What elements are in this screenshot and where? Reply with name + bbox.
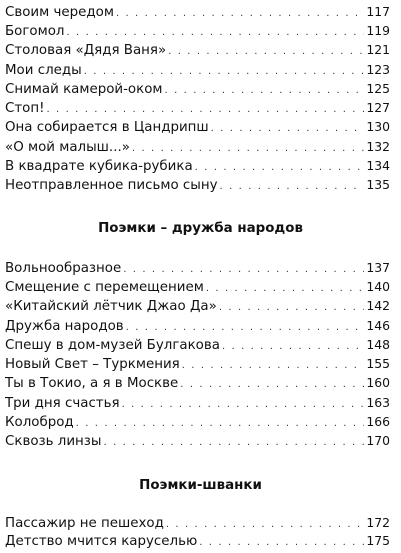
- toc-entry-title: Пассажир не пешеход: [5, 516, 164, 531]
- toc-entry: [5, 531, 390, 551]
- toc-entry: [5, 373, 390, 393]
- toc-entry-page: 121: [366, 42, 390, 57]
- toc-entry: [5, 393, 390, 413]
- section-heading: Поэмки-шванки: [139, 478, 262, 493]
- toc-entry-title: «Китайский лётчик Джао Да»: [5, 299, 217, 314]
- toc-entry-page: 155: [366, 356, 390, 371]
- toc-entry: [5, 2, 390, 22]
- dot-leader: [211, 119, 365, 139]
- toc-entry-title: Детство мчится каруселью: [5, 534, 198, 549]
- toc-entry: [5, 137, 390, 157]
- toc-entry: [5, 40, 390, 60]
- toc-entry: [5, 98, 390, 118]
- toc-entry-title: Снимай камерой-оком: [5, 82, 163, 97]
- toc-entry-page: 125: [366, 81, 390, 96]
- toc-entry-title: Столовая «Дядя Ваня»: [5, 43, 167, 58]
- toc-entry-page: 123: [366, 62, 390, 77]
- toc-entry-page: 132: [366, 139, 390, 154]
- toc-entry-title: Дружба народов: [5, 319, 124, 334]
- toc-entry-page: 170: [366, 433, 390, 448]
- toc-entry-page: 135: [366, 177, 390, 192]
- dot-leader: [168, 42, 364, 62]
- toc-entry-title: Смещение с перемещением: [5, 280, 204, 295]
- toc-entry: [5, 175, 390, 195]
- toc-entry-page: 117: [366, 4, 390, 19]
- toc-entry-title: Мои следы: [5, 63, 82, 78]
- toc-entry-title: Новый Свет – Туркмения: [5, 357, 180, 372]
- toc-entry: [5, 79, 390, 99]
- toc-entry-page: 146: [366, 318, 390, 333]
- dot-leader: [180, 375, 364, 395]
- toc-entry-page: 137: [366, 260, 390, 275]
- toc-entry: [5, 316, 390, 336]
- toc-entry-title: Стоп!: [5, 101, 45, 116]
- toc-entry: [5, 354, 390, 374]
- toc-entry-title: Три дня счастья: [5, 396, 120, 411]
- toc-entry: [5, 117, 390, 137]
- dot-leader: [219, 298, 365, 318]
- toc-entry-page: 166: [366, 414, 390, 429]
- toc-entry-page: 172: [366, 515, 390, 530]
- toc-entry: [5, 156, 390, 176]
- toc-entry-title: Сквозь линзы: [5, 434, 102, 449]
- toc-entry-page: 163: [366, 395, 390, 410]
- toc-entry: [5, 513, 390, 533]
- dot-leader: [199, 533, 364, 553]
- toc-entry-page: 175: [366, 533, 390, 548]
- toc-entry-page: 130: [366, 119, 390, 134]
- toc-entry: [5, 296, 390, 316]
- toc-entry: [5, 258, 390, 278]
- toc-entry-title: Ты в Токио, а я в Москве: [5, 376, 179, 391]
- toc-entry-title: Спешу в дом-музей Булгакова: [5, 338, 220, 353]
- toc-entry-title: Своим чередом: [5, 5, 114, 20]
- toc-entry-title: Вольнообразное: [5, 261, 122, 276]
- toc-entry: [5, 335, 390, 355]
- toc-entry-title: Неотправленное письмо сыну: [5, 178, 218, 193]
- toc-entry: [5, 412, 390, 432]
- toc-entry-title: «О мой малыш...»: [5, 140, 130, 155]
- dot-leader: [104, 433, 365, 453]
- section-heading: Поэмки – дружба народов: [98, 221, 303, 236]
- toc-entry-title: Она собирается в Цандрипш: [5, 120, 209, 135]
- toc-entry-page: 134: [366, 158, 390, 173]
- toc-entry-title: Богомол: [5, 24, 65, 39]
- toc-entry-page: 160: [366, 375, 390, 390]
- toc-entry-page: 119: [366, 23, 390, 38]
- toc-entry: [5, 60, 390, 80]
- toc-entry-page: 148: [366, 337, 390, 352]
- toc-entry-page: 142: [366, 298, 390, 313]
- toc-entry-page: 127: [366, 100, 390, 115]
- toc-entry: [5, 277, 390, 297]
- toc-entry: [5, 21, 390, 41]
- toc-entry: [5, 431, 390, 451]
- toc-entry-page: 140: [366, 279, 390, 294]
- toc-entry-title: В квадрате кубика-рубика: [5, 159, 193, 174]
- dot-leader: [220, 177, 365, 197]
- toc-entry-title: Колоброд: [5, 415, 74, 430]
